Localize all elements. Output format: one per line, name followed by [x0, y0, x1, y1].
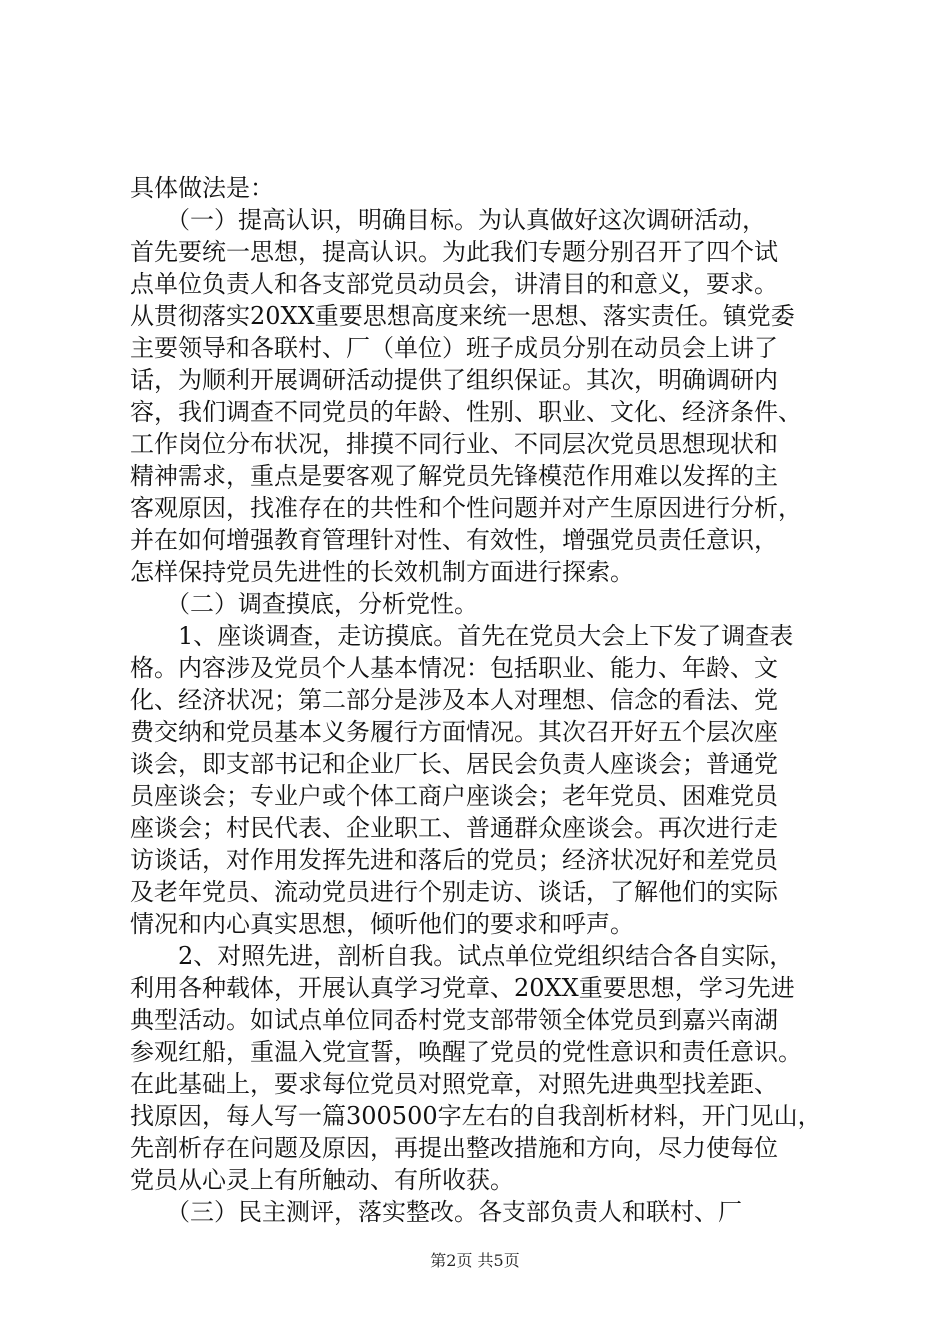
paragraph-line: 员座谈会；专业户或个体工商户座谈会；老年党员、困难党员 [130, 782, 778, 810]
paragraph-line: 1、座谈调查，走访摸底。首先在党员大会上下发了调查表 [130, 622, 794, 650]
paragraph-line: 从贯彻落实20XX重要思想高度来统一思想、落实责任。镇党委 [130, 302, 795, 330]
paragraph-line: 典型活动。如试点单位同岙村党支部带领全体党员到嘉兴南湖 [130, 1006, 778, 1034]
paragraph-line: 首先要统一思想，提高认识。为此我们专题分别召开了四个试 [130, 238, 778, 266]
paragraph-line: 话，为顺利开展调研活动提供了组织保证。其次，明确调研内 [130, 366, 778, 394]
paragraph-line: 党员从心灵上有所触动、有所收获。 [130, 1166, 514, 1194]
paragraph-line: 及老年党员、流动党员进行个别走访、谈话，了解他们的实际 [130, 878, 778, 906]
paragraph-line: 先剖析存在问题及原因，再提出整改措施和方向，尽力使每位 [130, 1134, 778, 1162]
paragraph-line: 情况和内心真实思想，倾听他们的要求和呼声。 [130, 910, 634, 938]
paragraph-line: 工作岗位分布状况，排摸不同行业、不同层次党员思想现状和 [130, 430, 778, 458]
paragraph-line: （二）调查摸底，分析党性。 [130, 590, 478, 618]
paragraph-line: 访谈话，对作用发挥先进和落后的党员；经济状况好和差党员 [130, 846, 778, 874]
paragraph-line: 化、经济状况；第二部分是涉及本人对理想、信念的看法、党 [130, 686, 778, 714]
paragraph-line: 主要领导和各联村、厂（单位）班子成员分别在动员会上讲了 [130, 334, 778, 362]
paragraph-line: 利用各种载体，开展认真学习党章、20XX重要思想，学习先进 [130, 974, 795, 1002]
paragraph-line: 怎样保持党员先进性的长效机制方面进行探索。 [130, 558, 634, 586]
paragraph-line: 座谈会；村民代表、企业职工、普通群众座谈会。再次进行走 [130, 814, 778, 842]
page-footer: 第2页 共5页 [430, 1251, 520, 1270]
paragraph-line: 费交纳和党员基本义务履行方面情况。其次召开好五个层次座 [130, 718, 778, 746]
paragraph-line: （一）提高认识，明确目标。为认真做好这次调研活动， [130, 206, 766, 234]
paragraph-line: 点单位负责人和各支部党员动员会，讲清目的和意义，要求。 [130, 270, 778, 298]
paragraph-line: （三）民主测评，落实整改。各支部负责人和联村、厂 [130, 1198, 742, 1226]
body-text [130, 172, 860, 1228]
paragraph-line: 找原因，每人写一篇300500字左右的自我剖析材料，开门见山， [130, 1102, 822, 1130]
paragraph-line: 具体做法是： [130, 174, 274, 202]
paragraph-line: 格。内容涉及党员个人基本情况：包括职业、能力、年龄、文 [130, 654, 778, 682]
paragraph-line: 容，我们调查不同党员的年龄、性别、职业、文化、经济条件、 [130, 398, 802, 426]
paragraph-line: 在此基础上，要求每位党员对照党章，对照先进典型找差距、 [130, 1070, 778, 1098]
paragraph-line: 精神需求，重点是要客观了解党员先锋模范作用难以发挥的主 [130, 462, 778, 490]
paragraph-line: 参观红船，重温入党宣誓，唤醒了党员的党性意识和责任意识。 [130, 1038, 802, 1066]
paragraph-line: 2、对照先进，剖析自我。试点单位党组织结合各自实际， [130, 942, 794, 970]
paragraph-line: 客观原因，找准存在的共性和个性问题并对产生原因进行分析， [130, 494, 802, 522]
paragraph-line: 并在如何增强教育管理针对性、有效性，增强党员责任意识， [130, 526, 778, 554]
paragraph-line: 谈会，即支部书记和企业厂长、居民会负责人座谈会；普通党 [130, 750, 778, 778]
